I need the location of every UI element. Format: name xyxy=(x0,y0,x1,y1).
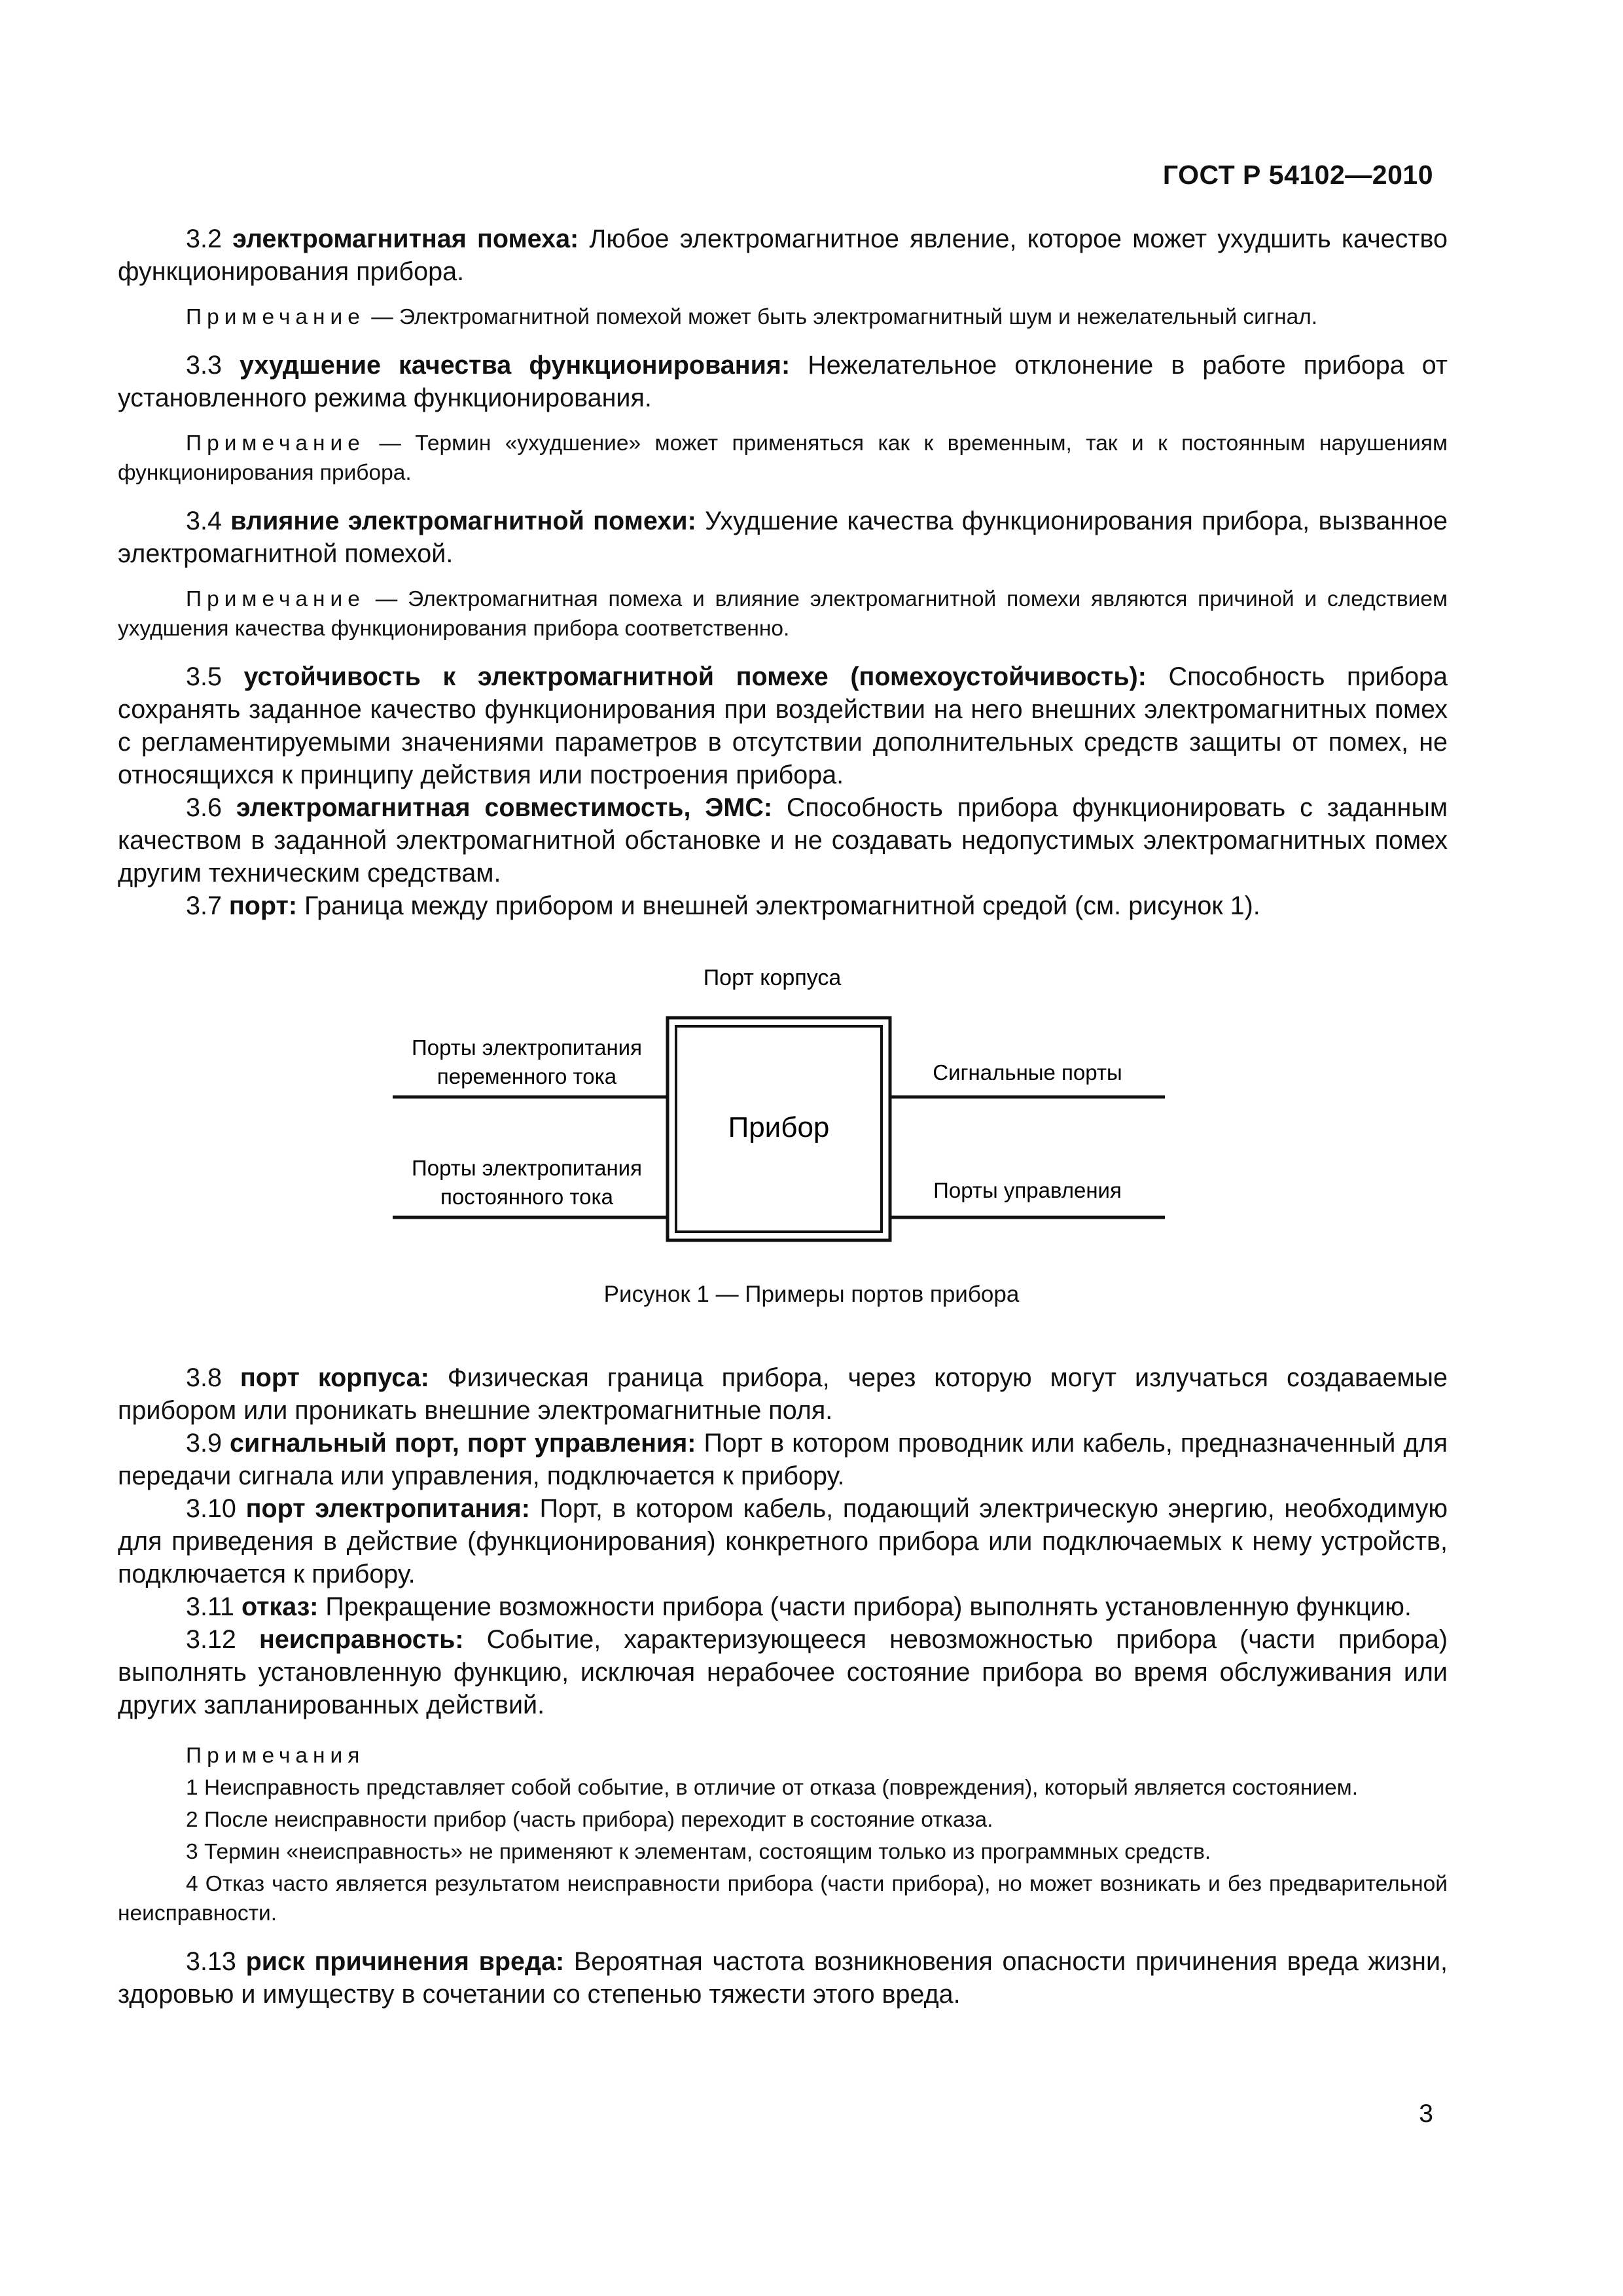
term-definition: Способность прибора сохранять заданное качество функционирования при воздействии на него внешних электромагнитных помех с регламентируемыми значениями параметров в отсутствии дополнительных средств защиты от помех, не относящихся к принципу действия или построения прибора. xyxy=(118,662,1448,789)
term-number: 3.11 xyxy=(186,1592,234,1621)
term-definition: Событие, характеризующееся невозможностью прибора (части прибора) выполнять установленную функцию, исключая нерабочее состояние прибора во время обслуживания или других запланированных действий. xyxy=(118,1625,1448,1719)
term-name: неисправность: xyxy=(259,1625,464,1654)
term-number: 3.2 xyxy=(186,224,222,253)
term-name: порт электропитания: xyxy=(245,1494,530,1523)
term-name: влияние электромагнитной помехи: xyxy=(230,507,696,535)
term-definition: Граница между прибором и внешней электромагнитной средой (см. рисунок 1). xyxy=(304,891,1260,920)
term-number: 3.6 xyxy=(186,793,222,822)
definition-3-3 xyxy=(118,349,1448,414)
term-definition: Прекращение возможности прибора (части прибора) выполнять установленную функцию. xyxy=(325,1592,1412,1621)
note-label: Примечание xyxy=(186,587,365,611)
figure-caption: Рисунок 1 — Примеры портов прибора xyxy=(603,1282,1020,1307)
dc-power-port-label-line1: Порты электропитания xyxy=(412,1156,642,1180)
term-definition: Ухудшение качества функционирования прибора, вызванное электромагнитной помехой. xyxy=(118,507,1448,568)
enclosure-port-label: Порт корпуса xyxy=(703,969,842,990)
note-3-2 xyxy=(118,302,1448,332)
notes-heading: Примечания xyxy=(186,1744,365,1768)
term-number: 3.4 xyxy=(186,507,222,535)
definition-3-2 xyxy=(118,223,1448,288)
definition-3-7 xyxy=(118,889,1448,922)
term-number: 3.13 xyxy=(186,1947,236,1976)
term-definition: Любое электромагнитное явление, которое может ухудшить качество функционирования прибора. xyxy=(118,224,1448,286)
ac-power-port-label-line2: переменного тока xyxy=(437,1064,617,1088)
term-name: устойчивость к электромагнитной помехе (помехоустойчивость): xyxy=(243,662,1147,691)
ports-diagram xyxy=(380,969,1178,1296)
definition-3-10 xyxy=(118,1492,1448,1590)
definition-3-11 xyxy=(118,1590,1448,1623)
document-id-header: ГОСТ Р 54102—2010 xyxy=(1162,160,1433,190)
note-item-1: 1 Неисправность представляет собой событие, в отличие от отказа (повреждения), который является состоянием. xyxy=(186,1776,1359,1800)
definition-3-6 xyxy=(118,791,1448,889)
term-name: риск причинения вреда: xyxy=(245,1947,565,1976)
term-name: порт: xyxy=(228,891,297,920)
note-item-2: 2 После неисправности прибор (часть прибора) переходит в состояние отказа. xyxy=(186,1808,993,1832)
term-name: сигнальный порт, порт управления: xyxy=(230,1429,696,1458)
term-definition: Физическая граница прибора, через которую могут излучаться создаваемые прибором или проникать внешние электромагнитные поля. xyxy=(118,1363,1448,1425)
term-name: порт корпуса: xyxy=(240,1363,429,1392)
control-ports-label: Порты управления xyxy=(933,1178,1122,1202)
note-label: Примечание xyxy=(186,431,365,456)
note-item-3: 3 Термин «неисправность» не применяют к элементам, состоящим только из программных средств. xyxy=(186,1840,1211,1864)
definition-3-8 xyxy=(118,1361,1448,1427)
term-number: 3.8 xyxy=(186,1363,222,1392)
note-label: Примечание xyxy=(186,305,365,329)
term-number: 3.7 xyxy=(186,891,222,920)
term-number: 3.10 xyxy=(186,1494,236,1523)
note-text: — Электромагнитной помехой может быть электромагнитный шум и нежелательный сигнал. xyxy=(371,305,1318,329)
term-number: 3.9 xyxy=(186,1429,222,1458)
definitions-top xyxy=(118,223,1448,922)
term-number: 3.5 xyxy=(186,662,222,691)
term-definition: Вероятная частота возникновения опасности причинения вреда жизни, здоровью и имуществу в сочетании со степенью тяжести этого вреда. xyxy=(118,1947,1448,2009)
term-definition: Способность прибора функционировать с заданным качеством в заданной электромагнитной обстановке и не создавать недопустимых электромагнитных помех другим техническим средствам. xyxy=(118,793,1448,888)
signal-ports-label: Сигнальные порты xyxy=(933,1060,1122,1085)
term-definition: Порт, в котором кабель, подающий электрическую энергию, необходимую для приведения в действие (функционирования) конкретного прибора или подключаемых к нему устройств, подключается к прибору. xyxy=(118,1494,1448,1588)
term-number: 3.3 xyxy=(186,351,222,380)
definition-3-5 xyxy=(118,660,1448,791)
note-text: — Термин «ухудшение» может применяться как к временным, так и к постоянным нарушениям функционирования прибора. xyxy=(118,431,1448,485)
term-definition: Нежелательное отклонение в работе прибора от установленного режима функционирования. xyxy=(118,351,1448,412)
note-3-3 xyxy=(118,429,1448,488)
definition-3-12 xyxy=(118,1623,1448,1721)
term-definition: Порт в котором проводник или кабель, предназначенный для передачи сигнала или управления, подключается к прибору. xyxy=(118,1429,1448,1490)
term-name: электромагнитная совместимость, ЭМС: xyxy=(236,793,772,822)
term-name: отказ: xyxy=(241,1592,319,1621)
term-name: ухудшение качества функционирования: xyxy=(240,351,791,380)
definition-3-4 xyxy=(118,505,1448,570)
definition-3-13 xyxy=(118,1945,1448,2011)
note-item-4: 4 Отказ часто является результатом неисправности прибора (части прибора), но может возникать и без предварительной неисправности. xyxy=(118,1872,1448,1926)
definitions-bottom xyxy=(118,1361,1448,2011)
term-number: 3.12 xyxy=(186,1625,236,1654)
term-name: электромагнитная помеха: xyxy=(232,224,579,253)
dc-power-port-label-line2: постоянного тока xyxy=(440,1185,613,1209)
device-label: Прибор xyxy=(728,1111,830,1143)
note-text: — Электромагнитная помеха и влияние электромагнитной помехи являются причиной и следствием ухудшения качества функционирования прибора соответственно. xyxy=(118,587,1448,641)
ac-power-port-label-line1: Порты электропитания xyxy=(412,1035,642,1060)
note-3-4 xyxy=(118,584,1448,643)
definition-3-9 xyxy=(118,1427,1448,1492)
page-number: 3 xyxy=(1419,2100,1433,2128)
